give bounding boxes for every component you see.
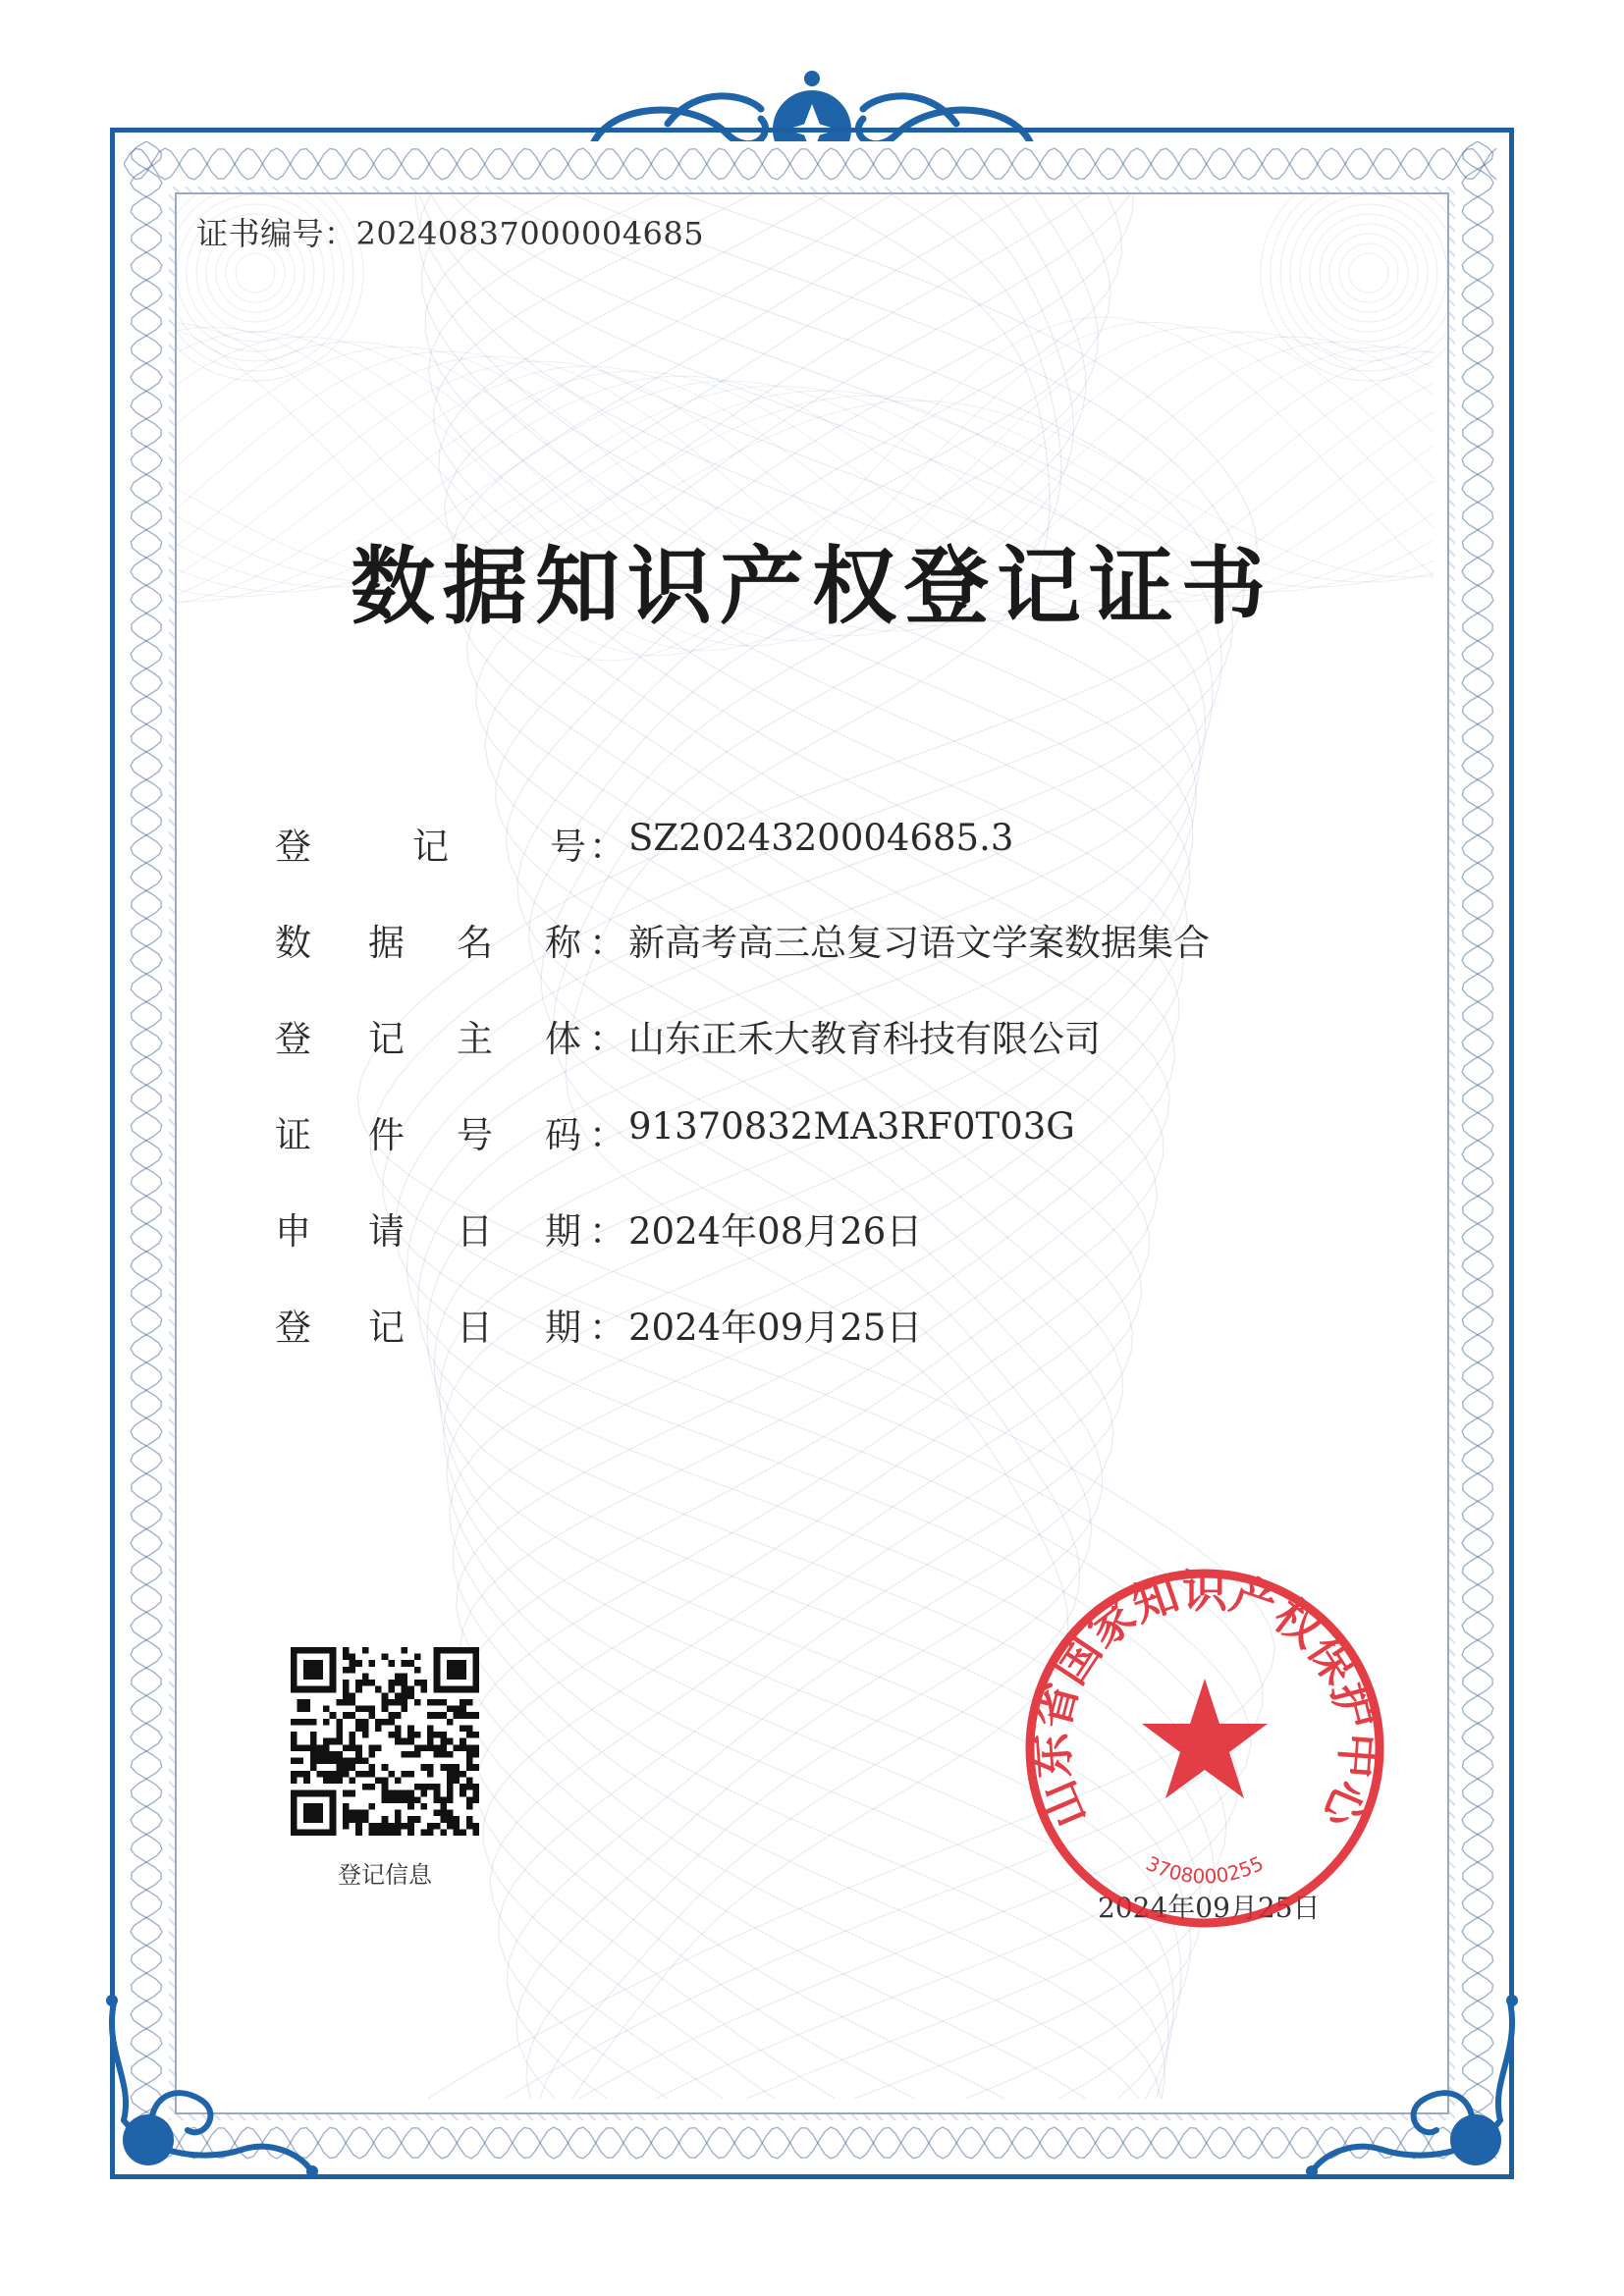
field-label-char: 请 <box>368 1210 405 1253</box>
field-value: 2024年09月25日 <box>628 1307 923 1349</box>
field-label-char: 期 <box>545 1307 581 1349</box>
seal-star-icon <box>1142 1679 1268 1798</box>
field-label-char: 主 <box>457 1018 493 1060</box>
field-label-char: 登 <box>275 1307 311 1349</box>
official-seal <box>1017 1561 1392 1936</box>
certificate-title: 数据知识产权登记证书 <box>351 537 1273 636</box>
field-value: 新高考高三总复习语文学案数据集合 <box>628 922 1210 964</box>
qr-label: 登记信息 <box>338 1861 432 1889</box>
bottom-left-ornament <box>94 1993 320 2179</box>
field-colon: ： <box>589 1114 625 1156</box>
field-label-char: 号 <box>550 826 586 868</box>
certificate-number <box>196 209 704 254</box>
field-label-char: 登 <box>275 826 311 868</box>
registration-qr-code[interactable] <box>291 1647 479 1836</box>
field-label-char: 称 <box>545 922 581 964</box>
field-colon: ： <box>589 1307 625 1349</box>
field-colon: ： <box>589 1018 625 1060</box>
field-label-char: 日 <box>457 1307 493 1349</box>
field-label-char: 日 <box>457 1210 493 1253</box>
field-label-char: 体 <box>545 1018 581 1060</box>
field-label-char: 记 <box>368 1018 405 1060</box>
field-label-char: 码 <box>545 1114 581 1156</box>
field-value: SZ2024320004685.3 <box>628 817 1014 859</box>
field-label-char: 数 <box>275 922 311 964</box>
sign-date: 2024年09月25日 <box>1098 1892 1321 1924</box>
certificate-number-label: 证书编号： <box>196 215 356 252</box>
field-colon: ： <box>589 922 625 964</box>
field-label-char: 登 <box>275 1018 311 1060</box>
seal-text: 山东省国家知识产权保护中心 <box>1023 1564 1386 1836</box>
bottom-right-ornament <box>1304 1993 1530 2179</box>
field-label-char: 件 <box>368 1114 405 1156</box>
field-label-char: 名 <box>457 922 493 964</box>
field-label-char: 记 <box>412 826 449 868</box>
field-label-char: 期 <box>545 1210 581 1253</box>
field-label-char: 号 <box>457 1114 493 1156</box>
field-label-char: 申 <box>275 1210 311 1253</box>
field-colon: ： <box>589 1210 625 1253</box>
field-value: 91370832MA3RF0T03G <box>628 1105 1075 1148</box>
field-value: 2024年08月26日 <box>628 1210 923 1253</box>
seal-number: 3708000255 <box>1142 1850 1268 1889</box>
field-colon: ： <box>589 826 625 868</box>
certificate-number-value: 20240837000004685 <box>355 215 705 252</box>
field-label-char: 记 <box>368 1307 405 1349</box>
field-value: 山东正禾大教育科技有限公司 <box>628 1018 1101 1060</box>
field-label-char: 据 <box>368 922 405 964</box>
field-label-char: 证 <box>275 1114 311 1156</box>
